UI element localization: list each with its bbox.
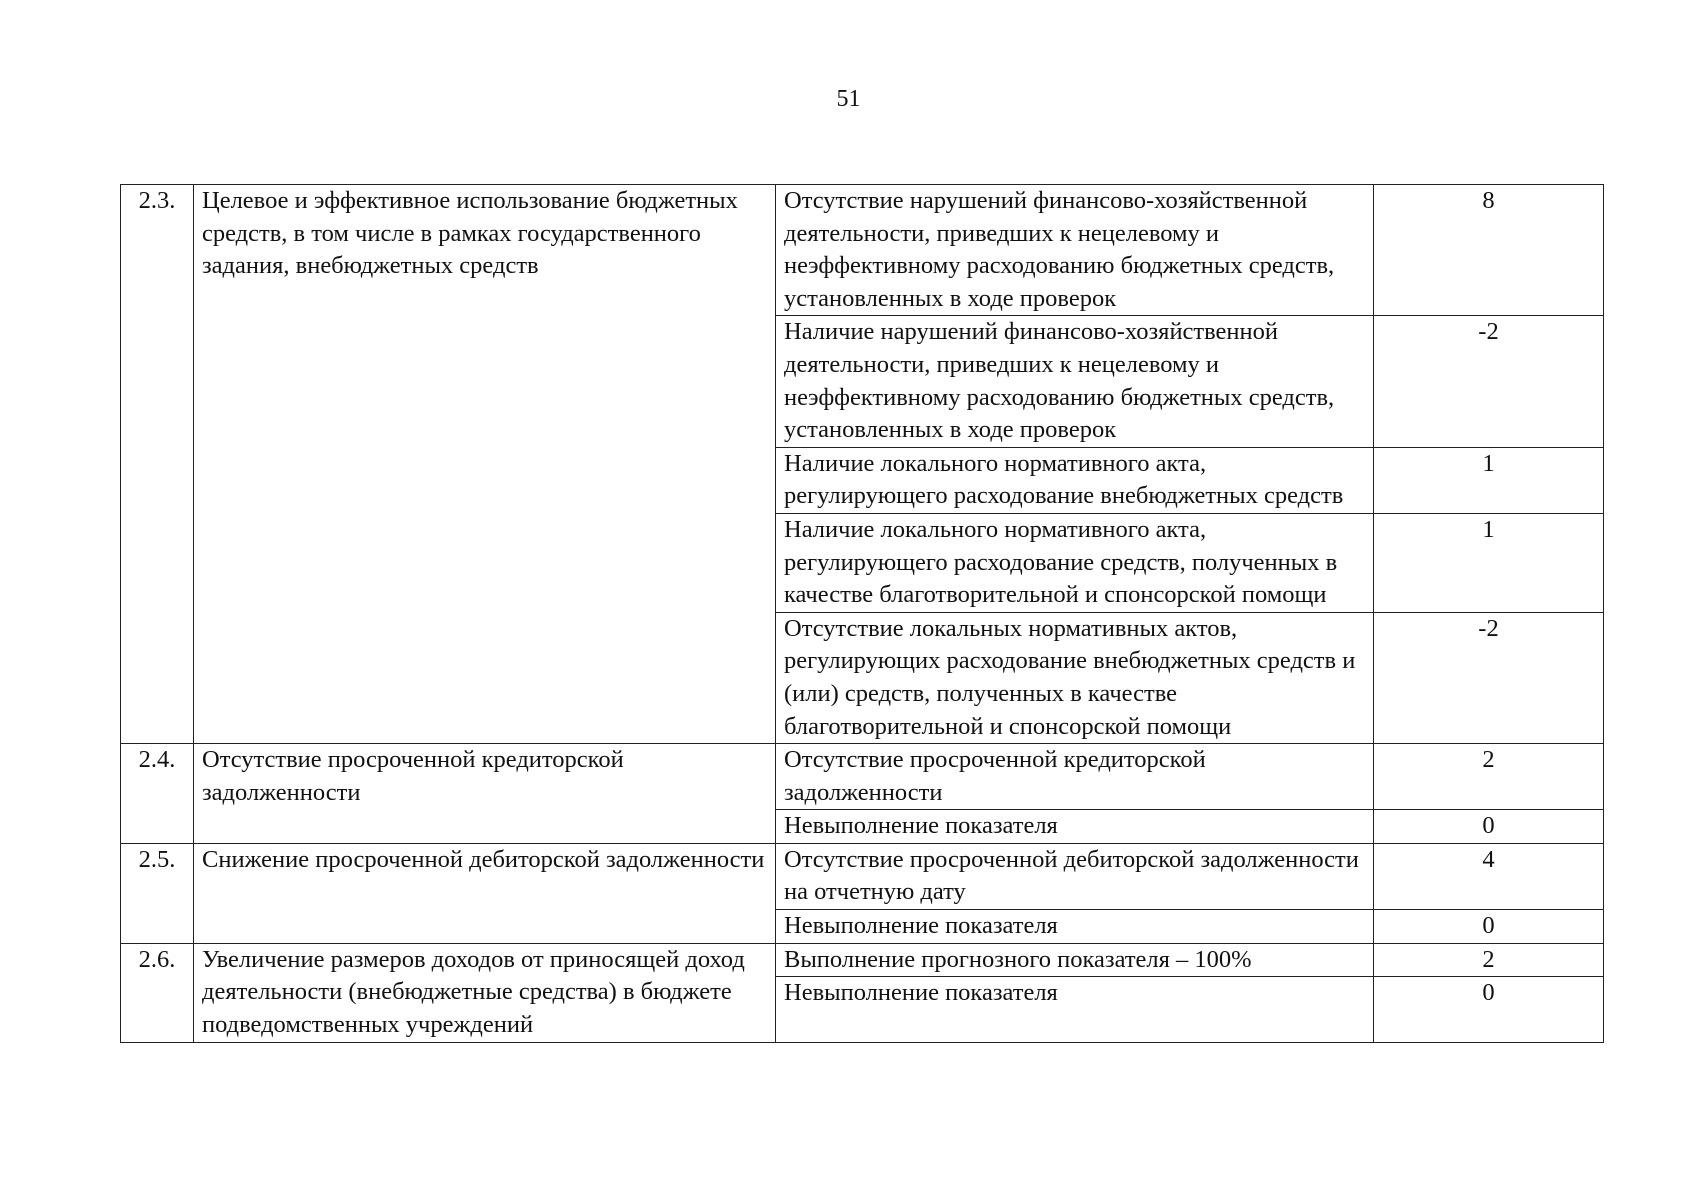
- indicator-cell: Отсутствие просроченной кредиторской задолженности: [776, 744, 1374, 810]
- criteria-table: [120, 184, 1604, 1043]
- points-cell: 8: [1374, 185, 1604, 316]
- points-cell: 4: [1374, 843, 1604, 909]
- points-cell: 1: [1374, 447, 1604, 513]
- row-number: 2.3.: [121, 185, 194, 744]
- table-row: [121, 843, 1604, 909]
- page-number: 51: [836, 86, 861, 112]
- indicator-cell: Отсутствие нарушений финансово-хозяйственной деятельности, приведших к нецелевому и неэффективному расходованию бюджетных средств, установленных в ходе проверок: [776, 185, 1374, 316]
- indicator-cell: Наличие локального нормативного акта, регулирующего расходование внебюджетных средств: [776, 447, 1374, 513]
- criterion-cell: Отсутствие просроченной кредиторской задолженности: [194, 744, 776, 844]
- points-cell: 0: [1374, 810, 1604, 844]
- criterion-cell: Снижение просроченной дебиторской задолженности: [194, 843, 776, 943]
- points-cell: 2: [1374, 744, 1604, 810]
- indicator-cell: Наличие нарушений финансово-хозяйственной деятельности, приведших к нецелевому и неэффективному расходованию бюджетных средств, установленных в ходе проверок: [776, 316, 1374, 447]
- points-cell: 2: [1374, 943, 1604, 977]
- criterion-cell: Целевое и эффективное использование бюджетных средств, в том числе в рамках государственного задания, внебюджетных средств: [194, 185, 776, 744]
- table-row: [121, 943, 1604, 977]
- row-number: 2.4.: [121, 744, 194, 844]
- indicator-cell: Отсутствие просроченной дебиторской задолженности на отчетную дату: [776, 843, 1374, 909]
- indicator-cell: Отсутствие локальных нормативных актов, регулирующих расходование внебюджетных средств и (или) средств, полученных в качестве благотворительной и спонсорской помощи: [776, 612, 1374, 743]
- table-row: [121, 185, 1604, 316]
- points-cell: 0: [1374, 910, 1604, 944]
- row-number: 2.5.: [121, 843, 194, 943]
- row-number: 2.6.: [121, 943, 194, 1043]
- indicator-cell: Выполнение прогнозного показателя – 100%: [776, 943, 1374, 977]
- points-cell: 1: [1374, 513, 1604, 612]
- indicator-cell: Невыполнение показателя: [776, 910, 1374, 944]
- points-cell: -2: [1374, 316, 1604, 447]
- indicator-cell: Наличие локального нормативного акта, регулирующего расходование средств, полученных в качестве благотворительной и спонсорской помощи: [776, 513, 1374, 612]
- table-row: [121, 744, 1604, 810]
- points-cell: -2: [1374, 612, 1604, 743]
- indicator-cell: Невыполнение показателя: [776, 977, 1374, 1043]
- points-cell: 0: [1374, 977, 1604, 1043]
- criterion-cell: Увеличение размеров доходов от приносящей доход деятельности (внебюджетные средства) в бюджете подведомственных учреждений: [194, 943, 776, 1043]
- indicator-cell: Невыполнение показателя: [776, 810, 1374, 844]
